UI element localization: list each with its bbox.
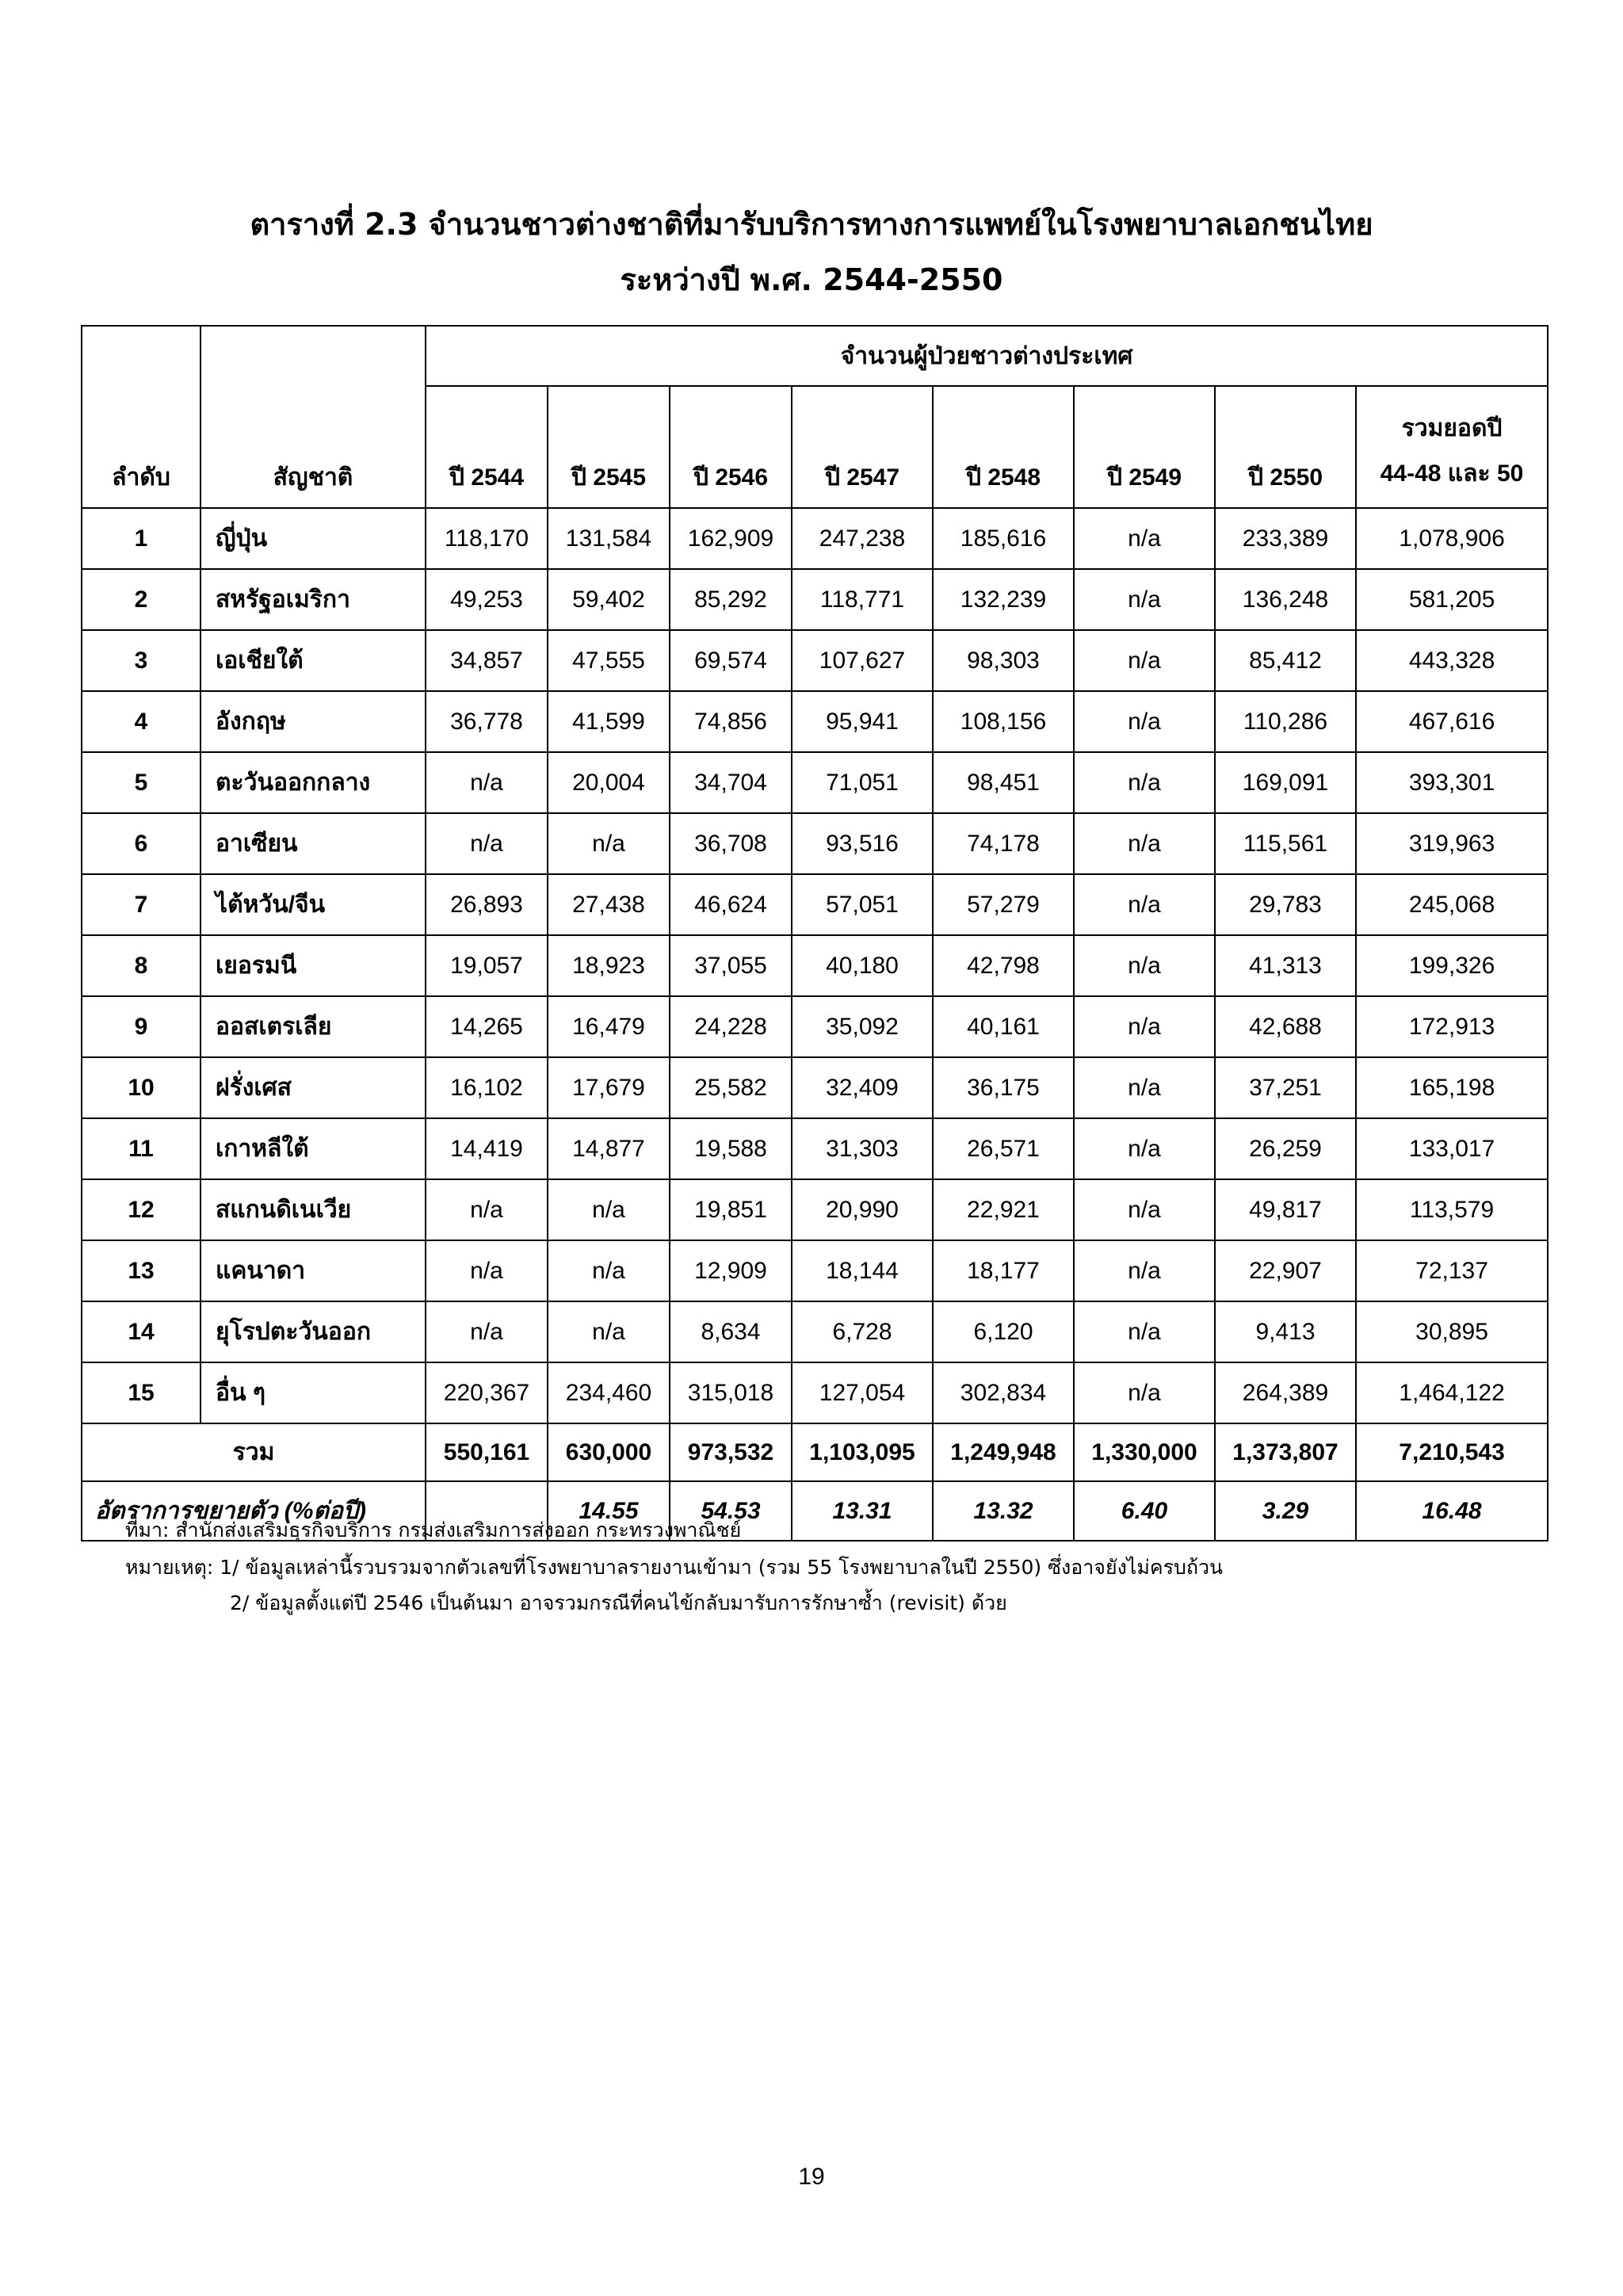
value-cell: 57,279 bbox=[933, 874, 1074, 935]
value-cell: 26,893 bbox=[426, 874, 548, 935]
rank-cell: 7 bbox=[82, 874, 200, 935]
value-cell: n/a bbox=[1074, 813, 1215, 874]
value-cell: 110,286 bbox=[1215, 691, 1356, 752]
value-cell: 49,817 bbox=[1215, 1179, 1356, 1240]
value-cell: 36,175 bbox=[933, 1057, 1074, 1118]
table-row bbox=[82, 874, 1548, 935]
total-cell: 7,210,543 bbox=[1356, 1423, 1548, 1481]
nationality-cell: สหรัฐอเมริกา bbox=[200, 569, 426, 630]
value-cell: n/a bbox=[548, 1179, 670, 1240]
nationality-cell: อาเซียน bbox=[200, 813, 426, 874]
sum-header-line2: 44-48 และ 50 bbox=[1380, 460, 1524, 487]
value-cell: 22,921 bbox=[933, 1179, 1074, 1240]
value-cell: 19,588 bbox=[670, 1118, 792, 1179]
value-cell: n/a bbox=[1074, 691, 1215, 752]
rank-cell: 1 bbox=[82, 508, 200, 569]
table-row bbox=[82, 630, 1548, 691]
value-cell: 6,728 bbox=[792, 1301, 933, 1362]
footnote-1: หมายเหตุ: 1/ ข้อมูลเหล่านี้รวบรวมจากตัวเลขที่โรงพยาบาลรายงานเข้ามา (รวม 55 โรงพยาบาลในปี 2550) ซึ่งอาจยังไม่ครบถ้วน bbox=[125, 1556, 1224, 1579]
growth-cell: 6.40 bbox=[1074, 1481, 1215, 1541]
sum-cell: 245,068 bbox=[1356, 874, 1548, 935]
value-cell: 69,574 bbox=[670, 630, 792, 691]
value-cell: 40,180 bbox=[792, 935, 933, 996]
rank-cell: 2 bbox=[82, 569, 200, 630]
rank-cell: 13 bbox=[82, 1240, 200, 1301]
nationality-cell: สแกนดิเนเวีย bbox=[200, 1179, 426, 1240]
value-cell: 108,156 bbox=[933, 691, 1074, 752]
table-row bbox=[82, 691, 1548, 752]
total-cell: 1,103,095 bbox=[792, 1423, 933, 1481]
value-cell: 18,923 bbox=[548, 935, 670, 996]
value-cell: 20,990 bbox=[792, 1179, 933, 1240]
value-cell: 220,367 bbox=[426, 1362, 548, 1423]
value-cell: 85,412 bbox=[1215, 630, 1356, 691]
growth-cell: 54.53 bbox=[670, 1481, 792, 1541]
value-cell: n/a bbox=[1074, 935, 1215, 996]
value-cell: 31,303 bbox=[792, 1118, 933, 1179]
value-cell: 18,144 bbox=[792, 1240, 933, 1301]
rank-cell: 11 bbox=[82, 1118, 200, 1179]
value-cell: 14,419 bbox=[426, 1118, 548, 1179]
value-cell: 8,634 bbox=[670, 1301, 792, 1362]
value-cell: n/a bbox=[1074, 1362, 1215, 1423]
value-cell: 71,051 bbox=[792, 752, 933, 813]
sum-cell: 133,017 bbox=[1356, 1118, 1548, 1179]
nationality-cell: ฝรั่งเศส bbox=[200, 1057, 426, 1118]
year-header: ปี 2550 bbox=[1215, 386, 1356, 508]
nationality-cell: เอเชียใต้ bbox=[200, 630, 426, 691]
value-cell: n/a bbox=[426, 1240, 548, 1301]
value-cell: n/a bbox=[548, 813, 670, 874]
table-row bbox=[82, 996, 1548, 1057]
sum-cell: 443,328 bbox=[1356, 630, 1548, 691]
rank-cell: 8 bbox=[82, 935, 200, 996]
value-cell: n/a bbox=[1074, 1118, 1215, 1179]
nationality-cell: แคนาดา bbox=[200, 1240, 426, 1301]
table-title: ตารางที่ 2.3 จำนวนชาวต่างชาติที่มารับบริการทางการแพทย์ในโรงพยาบาลเอกชนไทย bbox=[250, 207, 1373, 242]
sum-header-line1: รวมยอดปี bbox=[1401, 415, 1503, 441]
value-cell: 127,054 bbox=[792, 1362, 933, 1423]
value-cell: 131,584 bbox=[548, 508, 670, 569]
value-cell: 35,092 bbox=[792, 996, 933, 1057]
total-row bbox=[82, 1423, 1548, 1481]
value-cell: 32,409 bbox=[792, 1057, 933, 1118]
year-header: ปี 2546 bbox=[670, 386, 792, 508]
value-cell: 136,248 bbox=[1215, 569, 1356, 630]
value-cell: 85,292 bbox=[670, 569, 792, 630]
nationality-cell: ตะวันออกกลาง bbox=[200, 752, 426, 813]
value-cell: n/a bbox=[1074, 1240, 1215, 1301]
sum-cell: 165,198 bbox=[1356, 1057, 1548, 1118]
rank-cell: 4 bbox=[82, 691, 200, 752]
rank-cell: 6 bbox=[82, 813, 200, 874]
value-cell: n/a bbox=[426, 1179, 548, 1240]
rank-cell: 15 bbox=[82, 1362, 200, 1423]
sum-cell: 319,963 bbox=[1356, 813, 1548, 874]
value-cell: 9,413 bbox=[1215, 1301, 1356, 1362]
table-row bbox=[82, 1118, 1548, 1179]
value-cell: 118,170 bbox=[426, 508, 548, 569]
value-cell: 162,909 bbox=[670, 508, 792, 569]
value-cell: 46,624 bbox=[670, 874, 792, 935]
growth-label: อัตราการขยายตัว (%ต่อปี) bbox=[82, 1481, 426, 1541]
nationality-cell: ญี่ปุ่น bbox=[200, 508, 426, 569]
value-cell: 315,018 bbox=[670, 1362, 792, 1423]
nationality-cell: อื่น ๆ bbox=[200, 1362, 426, 1423]
value-cell: n/a bbox=[1074, 1179, 1215, 1240]
table-row bbox=[82, 508, 1548, 569]
value-cell: 42,688 bbox=[1215, 996, 1356, 1057]
table-row bbox=[82, 935, 1548, 996]
value-cell: 27,438 bbox=[548, 874, 670, 935]
year-header: ปี 2545 bbox=[548, 386, 670, 508]
value-cell: 26,571 bbox=[933, 1118, 1074, 1179]
sum-cell: 393,301 bbox=[1356, 752, 1548, 813]
value-cell: n/a bbox=[1074, 508, 1215, 569]
value-cell: 36,708 bbox=[670, 813, 792, 874]
value-cell: n/a bbox=[548, 1240, 670, 1301]
rank-cell: 9 bbox=[82, 996, 200, 1057]
total-cell: 630,000 bbox=[548, 1423, 670, 1481]
sum-cell: 199,326 bbox=[1356, 935, 1548, 996]
value-cell: 22,907 bbox=[1215, 1240, 1356, 1301]
total-cell: 550,161 bbox=[426, 1423, 548, 1481]
nationality-cell: ยุโรปตะวันออก bbox=[200, 1301, 426, 1362]
value-cell: 16,479 bbox=[548, 996, 670, 1057]
value-cell: 98,451 bbox=[933, 752, 1074, 813]
rank-cell: 14 bbox=[82, 1301, 200, 1362]
year-header: ปี 2548 bbox=[933, 386, 1074, 508]
value-cell: 169,091 bbox=[1215, 752, 1356, 813]
table-row bbox=[82, 569, 1548, 630]
rank-cell: 10 bbox=[82, 1057, 200, 1118]
value-cell: 118,771 bbox=[792, 569, 933, 630]
rank-cell: 5 bbox=[82, 752, 200, 813]
sum-cell: 581,205 bbox=[1356, 569, 1548, 630]
value-cell: 47,555 bbox=[548, 630, 670, 691]
sum-header bbox=[1356, 386, 1548, 508]
value-cell: 234,460 bbox=[548, 1362, 670, 1423]
value-cell: 17,679 bbox=[548, 1057, 670, 1118]
value-cell: 29,783 bbox=[1215, 874, 1356, 935]
value-cell: n/a bbox=[1074, 1057, 1215, 1118]
value-cell: n/a bbox=[1074, 1301, 1215, 1362]
nationality-cell: ออสเตรเลีย bbox=[200, 996, 426, 1057]
value-cell: 34,704 bbox=[670, 752, 792, 813]
nationality-header: สัญชาติ bbox=[200, 326, 426, 508]
value-cell: 57,051 bbox=[792, 874, 933, 935]
table-row bbox=[82, 752, 1548, 813]
value-cell: 34,857 bbox=[426, 630, 548, 691]
value-cell: 6,120 bbox=[933, 1301, 1074, 1362]
value-cell: 302,834 bbox=[933, 1362, 1074, 1423]
value-cell: 107,627 bbox=[792, 630, 933, 691]
value-cell: n/a bbox=[1074, 874, 1215, 935]
growth-cell: 13.32 bbox=[933, 1481, 1074, 1541]
value-cell: 74,178 bbox=[933, 813, 1074, 874]
value-cell: 37,251 bbox=[1215, 1057, 1356, 1118]
value-cell: 49,253 bbox=[426, 569, 548, 630]
total-cell: 973,532 bbox=[670, 1423, 792, 1481]
value-cell: 26,259 bbox=[1215, 1118, 1356, 1179]
table-row bbox=[82, 1240, 1548, 1301]
value-cell: 74,856 bbox=[670, 691, 792, 752]
value-cell: 132,239 bbox=[933, 569, 1074, 630]
value-cell: 42,798 bbox=[933, 935, 1074, 996]
value-cell: n/a bbox=[426, 752, 548, 813]
value-cell: 59,402 bbox=[548, 569, 670, 630]
total-cell: 1,249,948 bbox=[933, 1423, 1074, 1481]
value-cell: 25,582 bbox=[670, 1057, 792, 1118]
foreign-patients-table bbox=[81, 325, 1549, 1541]
table-row bbox=[82, 1362, 1548, 1423]
value-cell: 264,389 bbox=[1215, 1362, 1356, 1423]
total-label: รวม bbox=[82, 1423, 426, 1481]
value-cell: 36,778 bbox=[426, 691, 548, 752]
value-cell: 18,177 bbox=[933, 1240, 1074, 1301]
value-cell: 93,516 bbox=[792, 813, 933, 874]
year-header: ปี 2549 bbox=[1074, 386, 1215, 508]
growth-cell: 13.31 bbox=[792, 1481, 933, 1541]
value-cell: 98,303 bbox=[933, 630, 1074, 691]
sum-cell: 1,464,122 bbox=[1356, 1362, 1548, 1423]
value-cell: 95,941 bbox=[792, 691, 933, 752]
value-cell: 14,877 bbox=[548, 1118, 670, 1179]
sum-cell: 72,137 bbox=[1356, 1240, 1548, 1301]
value-cell: 19,057 bbox=[426, 935, 548, 996]
total-cell: 1,373,807 bbox=[1215, 1423, 1356, 1481]
value-cell: n/a bbox=[1074, 996, 1215, 1057]
value-cell: 16,102 bbox=[426, 1057, 548, 1118]
value-cell: 40,161 bbox=[933, 996, 1074, 1057]
table-subtitle: ระหว่างปี พ.ศ. 2544-2550 bbox=[620, 262, 1003, 297]
rank-header: ลำดับ bbox=[82, 326, 200, 508]
total-cell: 1,330,000 bbox=[1074, 1423, 1215, 1481]
nationality-cell: เยอรมนี bbox=[200, 935, 426, 996]
table-row bbox=[82, 1057, 1548, 1118]
nationality-cell: เกาหลีใต้ bbox=[200, 1118, 426, 1179]
table-body bbox=[82, 508, 1548, 1423]
value-cell: n/a bbox=[426, 1301, 548, 1362]
growth-cell: 14.55 bbox=[548, 1481, 670, 1541]
value-cell: 12,909 bbox=[670, 1240, 792, 1301]
value-cell: 14,265 bbox=[426, 996, 548, 1057]
sum-cell: 172,913 bbox=[1356, 996, 1548, 1057]
value-cell: n/a bbox=[548, 1301, 670, 1362]
value-cell: n/a bbox=[426, 813, 548, 874]
value-cell: 37,055 bbox=[670, 935, 792, 996]
nationality-cell: ไต้หวัน/จีน bbox=[200, 874, 426, 935]
table-row bbox=[82, 813, 1548, 874]
value-cell: 185,616 bbox=[933, 508, 1074, 569]
sum-cell: 30,895 bbox=[1356, 1301, 1548, 1362]
value-cell: 41,599 bbox=[548, 691, 670, 752]
footnote-2: 2/ ข้อมูลตั้งแต่ปี 2546 เป็นต้นมา อาจรวมกรณีที่คนไข้กลับมารับการรักษาซ้ำ (revisit) ด้วย bbox=[230, 1591, 1007, 1614]
rank-cell: 12 bbox=[82, 1179, 200, 1240]
year-header: ปี 2544 bbox=[426, 386, 548, 508]
value-cell: 20,004 bbox=[548, 752, 670, 813]
table-row bbox=[82, 1301, 1548, 1362]
value-cell: n/a bbox=[1074, 752, 1215, 813]
value-cell: 247,238 bbox=[792, 508, 933, 569]
nationality-cell: อังกฤษ bbox=[200, 691, 426, 752]
value-cell: n/a bbox=[1074, 569, 1215, 630]
year-header: ปี 2547 bbox=[792, 386, 933, 508]
value-cell: 115,561 bbox=[1215, 813, 1356, 874]
value-cell: 233,389 bbox=[1215, 508, 1356, 569]
value-cell: 24,228 bbox=[670, 996, 792, 1057]
value-cell: 41,313 bbox=[1215, 935, 1356, 996]
rank-cell: 3 bbox=[82, 630, 200, 691]
sum-cell: 1,078,906 bbox=[1356, 508, 1548, 569]
patients-group-header: จำนวนผู้ป่วยชาวต่างประเทศ bbox=[426, 326, 1548, 386]
value-cell: n/a bbox=[1074, 630, 1215, 691]
value-cell: 19,851 bbox=[670, 1179, 792, 1240]
table-row bbox=[82, 1179, 1548, 1240]
source-note: ที่มา: สำนักส่งเสริมธุรกิจบริการ กรมส่งเสริมการส่งออก กระทรวงพาณิชย์ bbox=[125, 1519, 742, 1541]
growth-cell: 16.48 bbox=[1356, 1481, 1548, 1541]
growth-cell: 3.29 bbox=[1215, 1481, 1356, 1541]
page-number: 19 bbox=[798, 2164, 825, 2190]
sum-cell: 467,616 bbox=[1356, 691, 1548, 752]
sum-cell: 113,579 bbox=[1356, 1179, 1548, 1240]
